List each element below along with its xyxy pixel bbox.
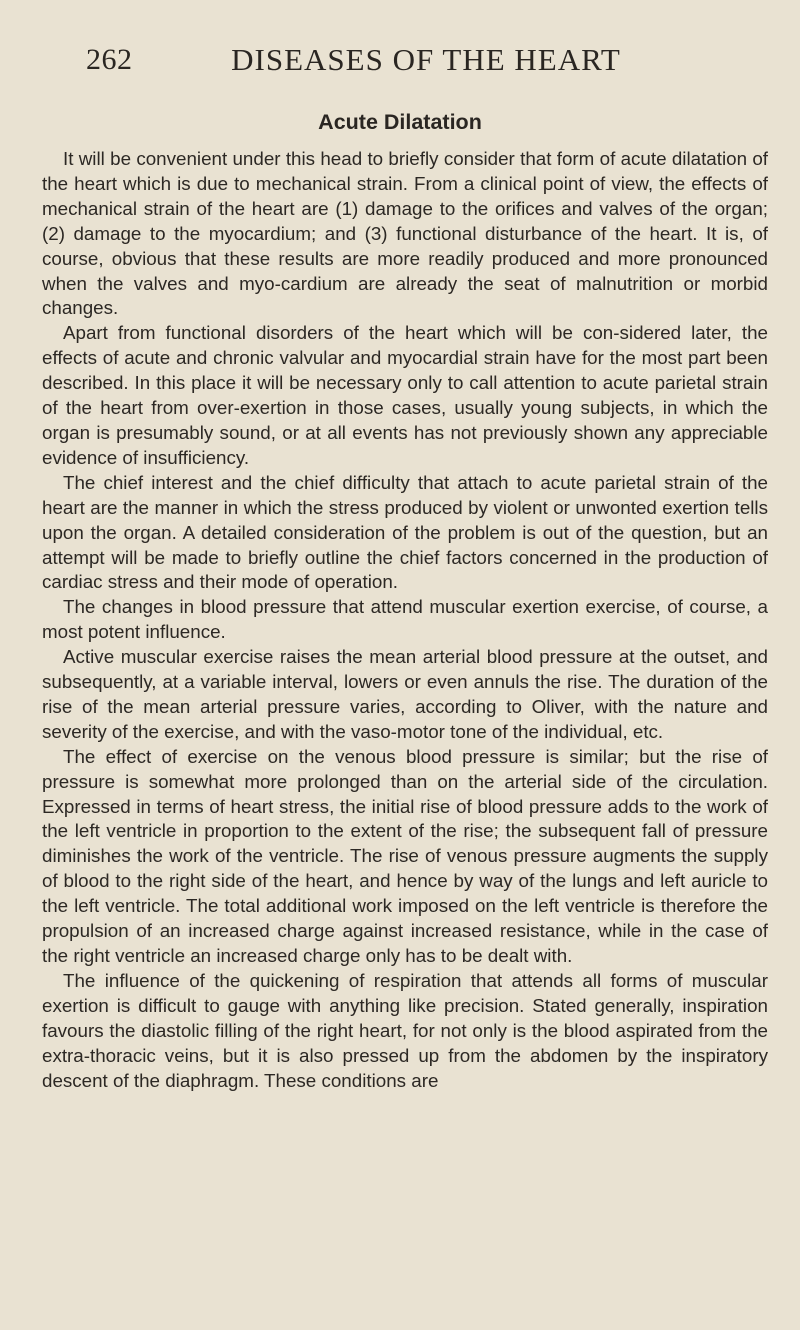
body-text [42, 147, 768, 1093]
paragraph: The effect of exercise on the venous blood pressure is similar; but the rise of pressure is somewhat more prolonged than on the arterial side of the circulation. Expressed in terms of heart stress, the initial rise of blood pressure adds to the work of the left ventricle in proportion to the extent of the rise; the subsequent fall of pressure diminishes the work of the ventricle. The rise of venous pressure augments the supply of blood to the right side of the heart, and hence by way of the lungs and left auricle to the left ventricle. The total additional work imposed on the left ventricle is therefore the propulsion of an increased charge against increased resistance, while in the case of the right ventricle an increased charge only has to be dealt with. [42, 745, 768, 966]
running-title: DISEASES OF THE HEART [231, 42, 621, 77]
page-number: 262 [86, 43, 133, 76]
paragraph: It will be convenient under this head to briefly consider that form of acute dilatation of the heart which is due to mechanical strain. From a clinical point of view, the effects of mechanical strain of the heart are (1) damage to the orifices and valves of the organ; (2) damage to the myocardium; and (3) functional disturbance of the heart. It is, of course, obvious that these results are more readily produced and more pronounced when the valves and myo-cardium are already the seat of malnutrition or morbid changes. [42, 148, 768, 319]
running-head [86, 40, 766, 80]
paragraph: The changes in blood pressure that attend muscular exertion exercise, of course, a most potent influence. [42, 596, 768, 643]
paragraph: The chief interest and the chief difficulty that attach to acute parietal strain of the heart are the manner in which the stress produced by violent or unwonted exertion tells upon the organ. A detailed consideration of the problem is out of the question, but an attempt will be made to briefly outline the chief factors concerned in the production of cardiac stress and their mode of operation. [42, 471, 768, 593]
paragraph: Apart from functional disorders of the heart which will be con-sidered later, the effects of acute and chronic valvular and myocardial strain have for the most part been described. In this place it will be necessary only to call attention to acute parietal strain of the heart from over-exertion in those cases, usually young subjects, in which the organ is presumably sound, or at all events has not previously shown any appreciable evidence of insufficiency. [42, 322, 768, 468]
section-heading: Acute Dilatation [318, 110, 482, 134]
paragraph: Active muscular exercise raises the mean arterial blood pressure at the outset, and subsequently, at a variable interval, lowers or even annuls the rise. The duration of the rise of the mean arterial pressure varies, according to Oliver, with the nature and severity of the exercise, and with the vaso-motor tone of the individual, etc. [42, 646, 768, 742]
paragraph: The influence of the quickening of respiration that attends all forms of muscular exertion is difficult to gauge with anything like precision. Stated generally, inspiration favours the diastolic filling of the right heart, for not only is the blood aspirated from the extra-thoracic veins, but it is also pressed up from the abdomen by the inspiratory descent of the diaphragm. These conditions are [42, 969, 768, 1091]
